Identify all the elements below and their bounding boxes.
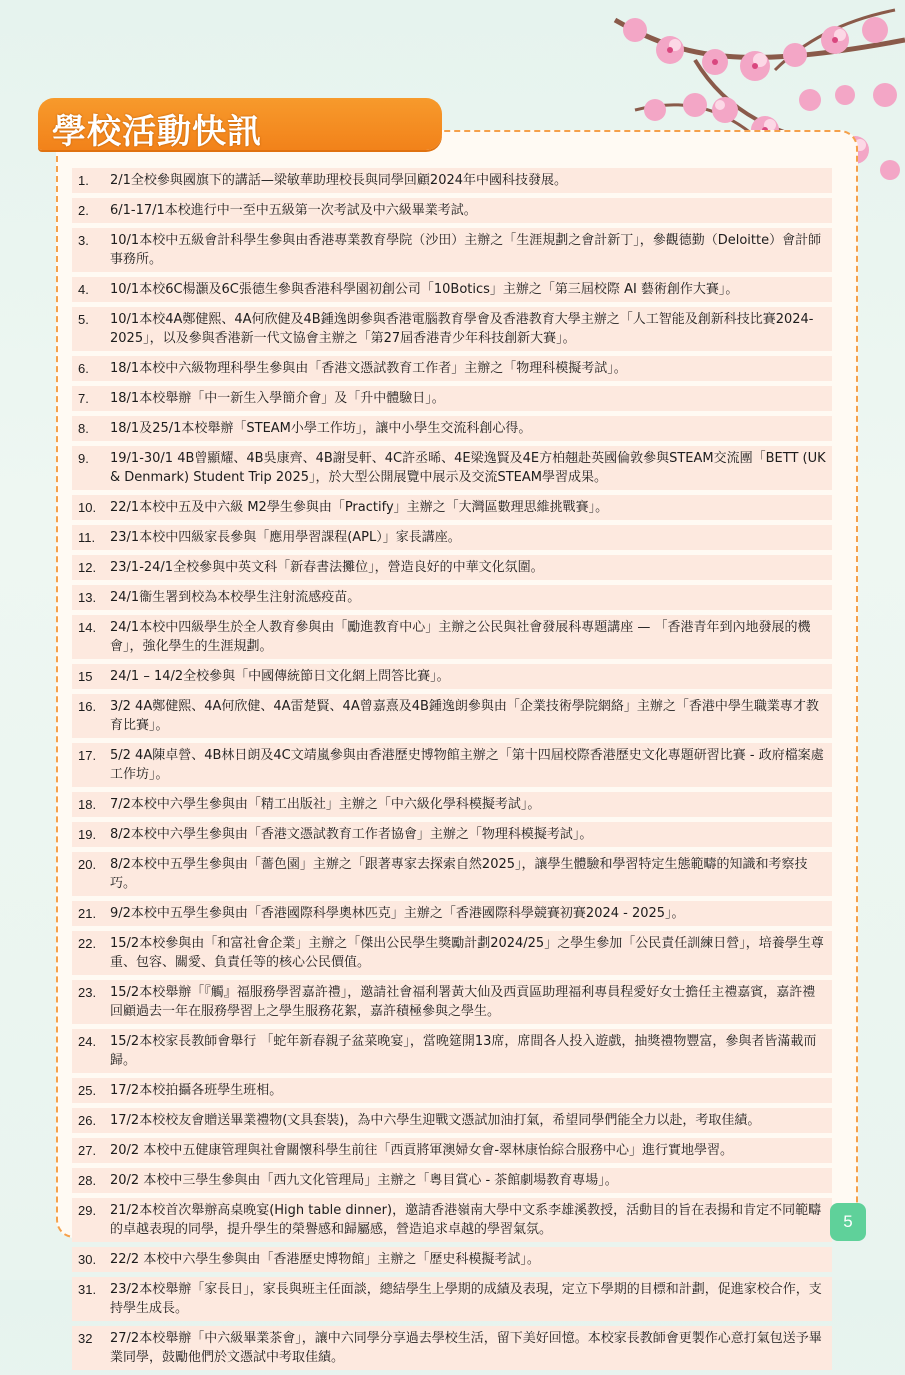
list-item-text: 22/1本校中五及中六級 M2學生參與由「Practify」主辦之「大灣區數理思維挑戰賽」。 bbox=[110, 500, 609, 515]
list-item-text: 8/2本校中五學生參與由「薔色園」主辦之「跟著專家去探索自然2025」，讓學生體驗和學習特定生態範疇的知識和考察技巧。 bbox=[110, 857, 808, 891]
list-item-number: 2. bbox=[78, 203, 89, 218]
list-item-text: 5/2 4A陳卓營、4B林日朗及4C文靖嵐參與由香港歷史博物館主辦之「第十四屆校際香港歷史文化專題研習比賽 - 政府檔案處工作坊」。 bbox=[110, 748, 824, 782]
list-item bbox=[72, 1138, 832, 1163]
list-item-text: 22/2 本校中六學生參與由「香港歷史博物館」主辦之「歷史科模擬考試」。 bbox=[110, 1252, 540, 1267]
list-item bbox=[72, 931, 832, 975]
list-item-text: 20/2 本校中五健康管理與社會關懷科學生前往「西貢將軍澳婦女會-翠林康怡綜合服務中心」進行實地學習。 bbox=[110, 1143, 734, 1158]
list-item bbox=[72, 228, 832, 272]
list-item-text: 15/2本校家長教師會舉行 「蛇年新春親子盆菜晚宴」，當晚筵開13席，席間各人投入遊戲，抽獎禮物豐富，參與者皆滿載而歸。 bbox=[110, 1034, 817, 1068]
list-item-number: 24. bbox=[78, 1034, 97, 1049]
list-item-number: 8. bbox=[78, 421, 89, 436]
list-item bbox=[72, 1078, 832, 1103]
list-item-number: 22. bbox=[78, 936, 97, 951]
list-item-text: 8/2本校中六學生參與由「香港文憑試教育工作者協會」主辦之「物理科模擬考試」。 bbox=[110, 827, 593, 842]
list-item-text: 15/2本校參與由「和富社會企業」主辦之「傑出公民學生獎勵計劃2024/25」之學生參加「公民責任訓練日營」，培養學生尊重、包容、關愛、負責任等的核心公民價值。 bbox=[110, 936, 824, 970]
list-item bbox=[72, 495, 832, 520]
list-item bbox=[72, 307, 832, 351]
list-item bbox=[72, 615, 832, 659]
section-title-tab bbox=[38, 98, 442, 150]
list-item-text: 18/1本校舉辦「中一新生入學簡介會」及「升中體驗日」。 bbox=[110, 391, 445, 406]
list-item-number: 7. bbox=[78, 391, 89, 406]
list-item-number: 15 bbox=[78, 669, 93, 684]
list-item-text: 10/1本校4A鄭健熙、4A何欣健及4B鍾逸朗參與香港電腦教育學會及香港教育大學主辦之「人工智能及創新科技比賽2024-2025」，以及參與香港新一代文協會主辦之「第27屆香港青少年科技創新大賽」。 bbox=[110, 312, 814, 346]
list-item bbox=[72, 792, 832, 817]
list-item-number: 11. bbox=[78, 530, 96, 545]
list-item-number: 9. bbox=[78, 451, 89, 466]
list-item-number: 31. bbox=[78, 1282, 97, 1297]
list-item-text: 15/2本校舉辦「『觸』福服務學習嘉許禮」，邀請社會福利署黃大仙及西貢區助理福利專員程愛好女士擔任主禮嘉賓，嘉許禮回顧過去一年在服務學習上之學生服務花絮，嘉許積極參與之學生。 bbox=[110, 985, 816, 1019]
list-item-text: 20/2 本校中三學生參與由「西九文化管理局」主辦之「粵目賞心 - 茶館劇場教育專場」。 bbox=[110, 1173, 618, 1188]
list-item bbox=[72, 1198, 832, 1242]
list-item bbox=[72, 694, 832, 738]
list-item-number: 28. bbox=[78, 1173, 97, 1188]
list-item-number: 4. bbox=[78, 282, 89, 297]
activity-list bbox=[72, 168, 832, 1375]
list-item bbox=[72, 901, 832, 926]
list-item-text: 2/1全校參與國旗下的講話—梁敏華助理校長與同學回顧2024年中國科技發展。 bbox=[110, 173, 568, 188]
list-item-number: 1. bbox=[78, 173, 89, 188]
list-item bbox=[72, 416, 832, 441]
list-item-number: 26. bbox=[78, 1113, 97, 1128]
list-item-number: 18. bbox=[78, 797, 97, 812]
list-item bbox=[72, 664, 832, 689]
list-item bbox=[72, 1108, 832, 1133]
list-item-number: 20. bbox=[78, 857, 97, 872]
list-item-text: 7/2本校中六學生參與由「精工出版社」主辦之「中六級化學科模擬考試」。 bbox=[110, 797, 541, 812]
list-item-number: 29. bbox=[78, 1203, 97, 1218]
list-item bbox=[72, 852, 832, 896]
list-item bbox=[72, 277, 832, 302]
list-item-number: 12. bbox=[78, 560, 97, 575]
list-item-text: 19/1-30/1 4B曾顯耀、4B吳康齊、4B謝旻軒、4C許丞晞、4E梁逸賢及4E方柏翹赴英國倫敦參與STEAM交流團「BETT (UK & Denmark) Student Trip 2025」，於大型公開展覽中展示及交流STEAM學習成果。 bbox=[110, 451, 826, 485]
list-item-number: 27. bbox=[78, 1143, 97, 1158]
list-item bbox=[72, 356, 832, 381]
list-item bbox=[72, 1326, 832, 1370]
list-item bbox=[72, 198, 832, 223]
list-item-text: 24/1本校中四級學生於全人教育參與由「勵進教育中心」主辦之公民與社會發展科專題講座 — 「香港青年到內地發展的機會」，強化學生的生涯規劃。 bbox=[110, 620, 811, 654]
list-item-number: 17. bbox=[78, 748, 97, 763]
list-item-number: 5. bbox=[78, 312, 89, 327]
list-item bbox=[72, 386, 832, 411]
list-item bbox=[72, 585, 832, 610]
list-item-number: 32 bbox=[78, 1331, 93, 1346]
list-item-text: 10/1本校中五級會計科學生參與由香港專業教育學院（沙田）主辦之「生涯規劃之會計新丁」，參觀德勤（Deloitte）會計師事務所。 bbox=[110, 233, 822, 267]
list-item-text: 17/2本校校友會贈送畢業禮物(文具套裝)，為中六學生迎戰文憑試加油打氣，希望同學們能全力以赴，考取佳績。 bbox=[110, 1113, 761, 1128]
list-item-text: 23/1本校中四級家長參與「應用學習課程(APL）」家長講座。 bbox=[110, 530, 461, 545]
list-item bbox=[72, 980, 832, 1024]
list-item-text: 24/1 – 14/2全校參與「中國傳統節日文化網上問答比賽」。 bbox=[110, 669, 450, 684]
list-item bbox=[72, 1029, 832, 1073]
list-item bbox=[72, 1247, 832, 1272]
page-title: 學校活動快訊 bbox=[52, 112, 262, 152]
list-item-number: 16. bbox=[78, 699, 97, 714]
list-item-number: 19. bbox=[78, 827, 97, 842]
list-item-text: 18/1本校中六級物理科學生參與由「香港文憑試教育工作者」主辦之「物理科模擬考試」。 bbox=[110, 361, 627, 376]
list-item-text: 24/1衞生署到校為本校學生注射流感疫苗。 bbox=[110, 590, 361, 605]
list-item-text: 6/1-17/1本校進行中一至中五級第一次考試及中六級畢業考試。 bbox=[110, 203, 477, 218]
list-item bbox=[72, 743, 832, 787]
list-item bbox=[72, 1277, 832, 1321]
list-item bbox=[72, 525, 832, 550]
list-item-number: 23. bbox=[78, 985, 97, 1000]
list-item-text: 17/2本校拍攝各班學生班相。 bbox=[110, 1083, 283, 1098]
list-item-number: 25. bbox=[78, 1083, 97, 1098]
list-item-text: 21/2本校首次舉辦高桌晚宴(High table dinner)，邀請香港嶺南大學中文系李雄溪教授，活動目的旨在表揚和肯定不同範疇的卓越表現的同學，提升學生的榮譽感和歸屬感，營造追求卓越的學習氣氛。 bbox=[110, 1203, 822, 1237]
list-item bbox=[72, 168, 832, 193]
page-number-badge: 5 bbox=[830, 1203, 866, 1241]
list-item-text: 23/2本校舉辦「家長日」，家長與班主任面談，總結學生上學期的成績及表現，定立下學期的目標和計劃，促進家校合作，支持學生成長。 bbox=[110, 1282, 822, 1316]
list-item-text: 9/2本校中五學生參與由「香港國際科學奧林匹克」主辦之「香港國際科學競賽初賽2024 - 2025」。 bbox=[110, 906, 685, 921]
list-item bbox=[72, 555, 832, 580]
list-item-number: 21. bbox=[78, 906, 97, 921]
list-item-number: 10. bbox=[78, 500, 97, 515]
list-item bbox=[72, 446, 832, 490]
list-item-text: 3/2 4A鄭健熙、4A何欣健、4A雷楚賢、4A曾嘉熹及4B鍾逸朗參與由「企業技術學院網絡」主辦之「香港中學生職業專才教育比賽」。 bbox=[110, 699, 819, 733]
list-item-number: 3. bbox=[78, 233, 89, 248]
list-item-text: 18/1及25/1本校舉辦「STEAM小學工作坊」，讓中小學生交流科創心得。 bbox=[110, 421, 532, 436]
list-item bbox=[72, 822, 832, 847]
list-item-number: 6. bbox=[78, 361, 89, 376]
list-item-text: 27/2本校舉辦「中六級畢業茶會」，讓中六同學分享過去學校生活，留下美好回憶。本校家長教師會更製作心意打氣包送予畢業同學，鼓勵他們於文憑試中考取佳績。 bbox=[110, 1331, 822, 1365]
list-item-text: 10/1本校6C楊灝及6C張德生參與香港科學園初創公司「10Botics」主辦之「第三屆校際 AI 藝術創作大賽」。 bbox=[110, 282, 739, 297]
list-item-number: 30. bbox=[78, 1252, 97, 1267]
list-item-text: 23/1-24/1全校參與中英文科「新春書法攤位」，營造良好的中華文化氛圍。 bbox=[110, 560, 544, 575]
list-item-number: 13. bbox=[78, 590, 97, 605]
list-item-number: 14. bbox=[78, 620, 97, 635]
list-item bbox=[72, 1168, 832, 1193]
